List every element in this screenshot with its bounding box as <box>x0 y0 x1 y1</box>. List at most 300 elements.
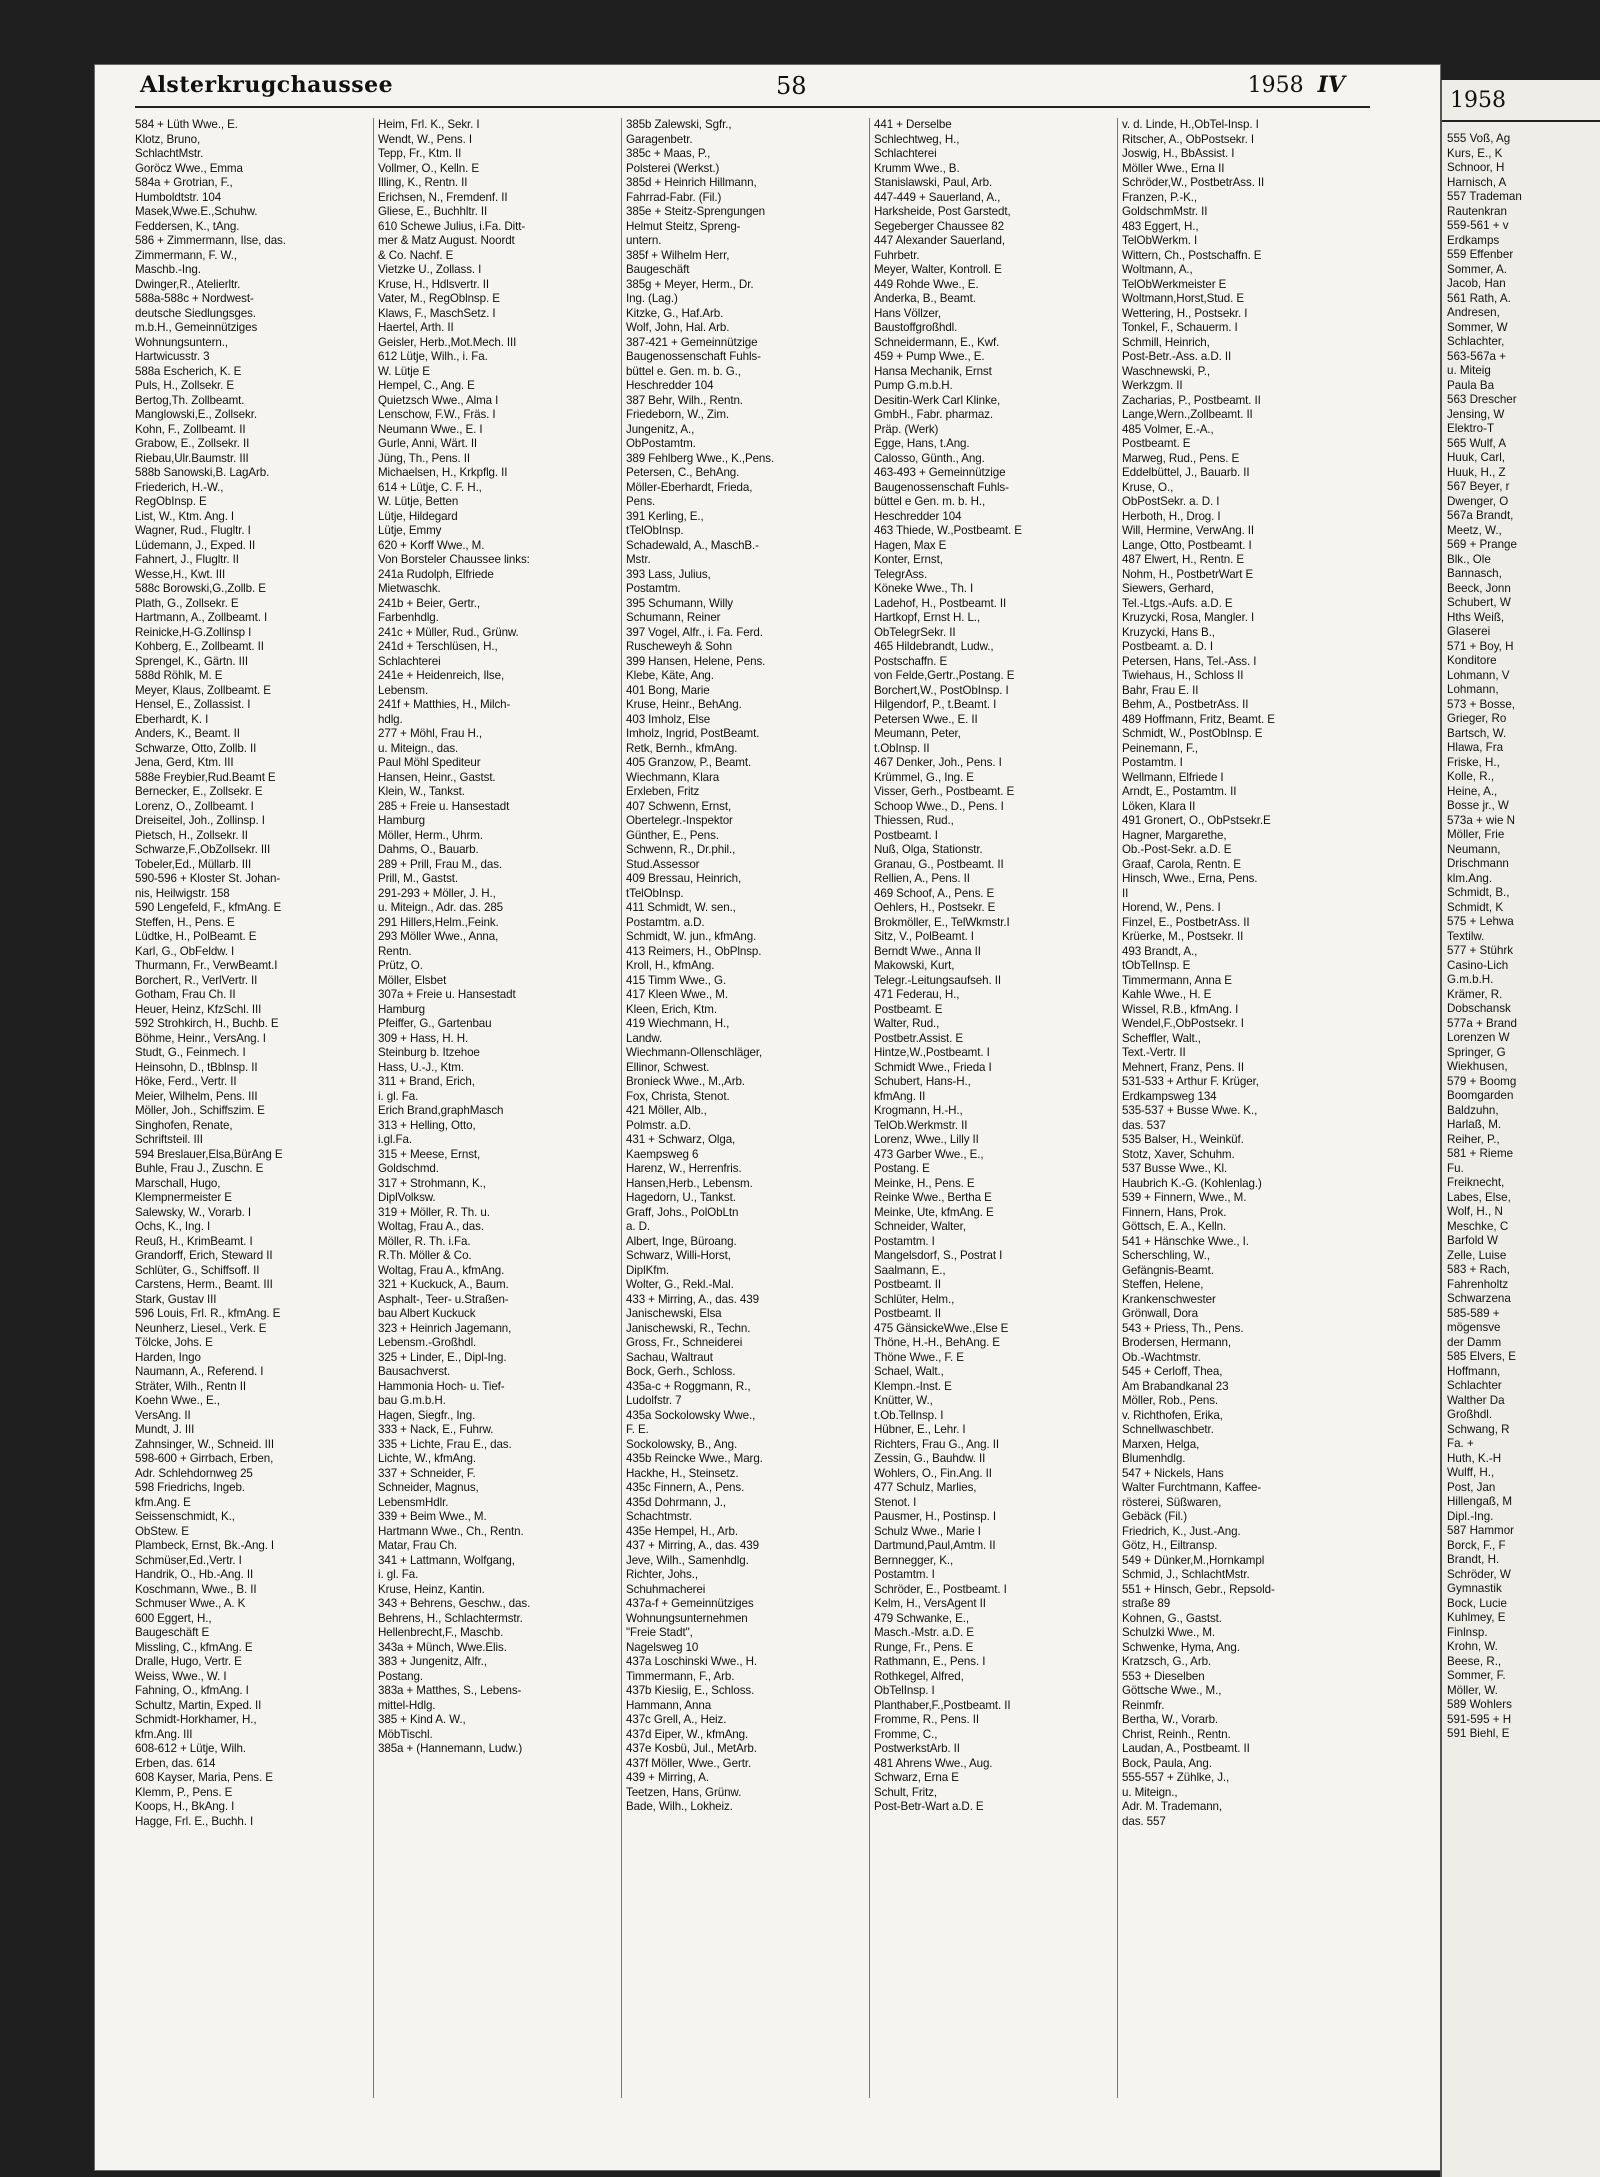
directory-entry: Zahnsinger, W., Schneid. III <box>135 1437 274 1451</box>
directory-entry: 401 Bong, Marie <box>626 683 710 697</box>
directory-entry: Kruse, Heinz, Kantin. <box>378 1582 485 1596</box>
directory-entry: ObPostamtm. <box>626 437 696 450</box>
adjacent-entry: 557 Trademan <box>1447 190 1522 203</box>
directory-entry: Stud.Assessor <box>626 857 700 871</box>
directory-entry: Kruzycki, Hans B., <box>1122 625 1215 639</box>
directory-entry: Pfeiffer, G., Gartenbau <box>378 1017 492 1030</box>
adjacent-entry: Gymnastik <box>1447 1582 1502 1595</box>
directory-entry: Will, Hermine, VerwAng. II <box>1122 524 1255 537</box>
adjacent-entry: Bartsch, W. <box>1447 726 1507 740</box>
directory-entry: Franzen, P.-K., <box>1122 190 1197 204</box>
directory-entry: Krumm Wwe., B. <box>874 161 960 175</box>
directory-entry: Hilgendorf, P., t.Beamt. I <box>874 698 997 711</box>
directory-entry: LebensmHdlr. <box>378 1495 449 1509</box>
directory-entry: Bernnegger, K., <box>874 1553 954 1567</box>
directory-entry: Behm, A., PostbetrAss. II <box>1122 698 1249 711</box>
directory-entry: 417 Kleen Wwe., M. <box>626 988 728 1001</box>
directory-entry: ObTelInsp. I <box>874 1684 935 1697</box>
directory-entry: 584 + Lüth Wwe., E. <box>135 118 238 131</box>
directory-entry: deutsche Siedlungsges. <box>135 306 256 320</box>
directory-entry: Woltag, Frau A., das. <box>378 1220 484 1233</box>
directory-entry: Harden, Ingo <box>135 1350 201 1364</box>
adjacent-entry: Fu. <box>1447 1161 1464 1175</box>
directory-entry: Hartkopf, Ernst H. L., <box>874 611 981 624</box>
directory-entry: Klebe, Käte, Ang. <box>626 669 714 682</box>
directory-entry: 325 + Linder, E., Dipl-Ing. <box>378 1350 507 1364</box>
directory-entry: Lorenz, O., Zollbeamt. I <box>135 799 254 813</box>
directory-entry: 337 + Schneider, F. <box>378 1466 476 1480</box>
directory-entry: 385g + Meyer, Herm., Dr. <box>626 277 754 291</box>
adjacent-entry: Krohn, W. <box>1447 1640 1498 1653</box>
directory-entry: Postbeamt. II <box>874 1307 942 1320</box>
directory-entry: Neunherz, Liesel., Verk. E <box>135 1321 267 1335</box>
directory-entry: Koehn Wwe., E., <box>135 1394 220 1407</box>
directory-entry: Lüdemann, J., Exped. II <box>135 538 256 552</box>
directory-entry: Möller, Joh., Schiffszim. E <box>135 1104 265 1117</box>
directory-entry: Möller, Elsbet <box>378 973 447 987</box>
year: 1958 <box>1247 73 1304 98</box>
directory-entry: Klaws, F., MaschSetz. I <box>378 306 496 320</box>
directory-entry: Postamtm. a.D. <box>626 915 705 929</box>
directory-entry: Konter, Ernst, <box>874 553 943 566</box>
adjacent-entry: Wiekhusen, <box>1447 1060 1508 1073</box>
directory-entry: Möller Wwe., Erna II <box>1122 161 1225 175</box>
directory-entry: ObStew. E <box>135 1524 189 1538</box>
adjacent-entry: Konditore <box>1447 654 1497 667</box>
directory-entry: Schwarz, Erna E <box>874 1771 959 1784</box>
directory-entry: Heim, Frl. K., Sekr. I <box>378 118 480 131</box>
directory-entry: Text.-Vertr. II <box>1122 1046 1186 1059</box>
directory-entry: 317 + Strohmann, K., <box>378 1176 486 1190</box>
adjacent-entry: Beeck, Jonn <box>1447 581 1511 595</box>
directory-entry: II <box>1122 886 1129 900</box>
directory-entry: Friederich, H.-W., <box>135 480 224 494</box>
directory-entry: Baugenossenschaft Fuhls- <box>626 350 761 363</box>
directory-entry: 608 Kayser, Maria, Pens. E <box>135 1771 273 1784</box>
directory-entry: Tel.-Ltgs.-Aufs. a.D. E <box>1122 596 1233 610</box>
directory-entry: Woltag, Frau A., kfmAng. <box>378 1263 505 1277</box>
directory-entry: Studt, G., Feinmech. I <box>135 1046 246 1059</box>
adjacent-entry: Jensing, W <box>1447 407 1505 421</box>
directory-entry: untern. <box>626 234 662 247</box>
adjacent-entry: Schnoor, H <box>1447 161 1505 174</box>
directory-entry: Sprengel, K., Gärtn. III <box>135 654 248 668</box>
directory-entry: Schadewald, A., MaschB.- <box>626 538 759 552</box>
directory-entry: Wellmann, Elfriede I <box>1122 770 1224 784</box>
directory-entry: 471 Federau, H., <box>874 988 960 1001</box>
directory-entry: Friedeborn, W., Zim. <box>626 408 730 421</box>
directory-entry: Postamtm. I <box>1122 756 1183 769</box>
directory-entry: t.Ob.Tellnsp. I <box>874 1408 944 1422</box>
directory-entry: 475 GänsickeWwe.,Else E <box>874 1321 1009 1335</box>
part-number: IV <box>1317 72 1345 98</box>
directory-entry: Erich Brand,graphMasch <box>378 1104 504 1117</box>
adjacent-entry: Schmidt, K <box>1447 900 1504 914</box>
directory-entry: Plambeck, Ernst, Bk.-Ang. I <box>135 1539 275 1552</box>
directory-entry: Stenot. I <box>874 1495 917 1509</box>
directory-entry: Puls, H., Zollsekr. E <box>135 379 235 392</box>
adjacent-entry: Harlaß, M. <box>1447 1118 1502 1131</box>
adjacent-entry: 565 Wulf, A <box>1447 436 1507 450</box>
directory-entry: 555-557 + Zühlke, J., <box>1122 1771 1230 1784</box>
directory-entry: Lebensm.-Großhdl. <box>378 1336 477 1349</box>
directory-entry: 307a + Freie u. Hansestadt <box>378 988 516 1001</box>
directory-entry: Schultz, Martin, Exped. II <box>135 1698 262 1712</box>
directory-entry: 405 Granzow, P., Beamt. <box>626 756 752 769</box>
directory-entry: Schröder,W., PostbetrAss. II <box>1122 176 1265 189</box>
directory-entry: Götz, H., Eiltransp. <box>1122 1539 1218 1552</box>
directory-entry: Reuß, H., KrimBeamt. I <box>135 1234 253 1248</box>
directory-entry: Richters, Frau G., Ang. II <box>874 1437 999 1451</box>
directory-entry: 588d Röhlk, M. E <box>135 669 223 682</box>
directory-entry: Runge, Fr., Pens. E <box>874 1640 974 1654</box>
directory-entry: 437b Kiesiig, E., Schloss. <box>626 1684 755 1697</box>
directory-entry: Thöne Wwe., F. E <box>874 1350 964 1364</box>
directory-entry: TelegrAss. <box>874 567 928 581</box>
directory-entry: Postbetr.Assist. E <box>874 1031 964 1045</box>
directory-entry: Grabow, E., Zollsekr. II <box>135 437 250 450</box>
directory-entry: 397 Vogel, Alfr., i. Fa. Ferd. <box>626 625 763 639</box>
adjacent-entry: Heine, A., <box>1447 784 1498 798</box>
directory-entry: Schmill, Heinrich, <box>1122 335 1210 349</box>
adjacent-entry: 591 Biehl, E <box>1447 1727 1510 1740</box>
adjacent-entry: Borck, F., F <box>1447 1538 1506 1552</box>
directory-entry: 439 + Mirring, A. <box>626 1771 710 1784</box>
directory-entry: Buhle, Frau J., Zuschn. E <box>135 1162 264 1175</box>
directory-entry: 441 + Derselbe <box>874 118 952 131</box>
directory-entry: Schneider, Walter, <box>874 1220 966 1233</box>
directory-entry: Pump G.m.b.H. <box>874 379 953 392</box>
directory-entry: Michaelsen, H., Krkpflg. II <box>378 466 508 479</box>
directory-entry: Helmut Steitz, Spreng- <box>626 219 741 233</box>
directory-entry: tObTelInsp. E <box>1122 959 1191 972</box>
directory-entry: Schmüser,Ed.,Vertr. I <box>135 1553 242 1567</box>
directory-entry: 435e Hempel, H., Arb. <box>626 1524 738 1538</box>
directory-entry: Hamburg <box>378 1002 425 1016</box>
directory-entry: Hammonia Hoch- u. Tief- <box>378 1379 505 1393</box>
directory-entry: Schmidt Wwe., Frieda I <box>874 1060 992 1074</box>
directory-entry: Hensel, E., Zollassist. I <box>135 698 251 711</box>
directory-entry: 343a + Münch, Wwe.Elis. <box>378 1640 507 1654</box>
directory-entry: bau G.m.b.H. <box>378 1394 446 1407</box>
directory-entry: Woltmann, A., <box>1122 263 1193 276</box>
directory-entry: 586 + Zimmermann, Ilse, das. <box>135 234 286 247</box>
directory-entry: TelObWerkmeister E <box>1122 277 1227 291</box>
directory-entry: Hempel, C., Ang. E <box>378 379 475 392</box>
directory-entry: Granau, G., Postbeamt. II <box>874 857 1004 871</box>
directory-entry: Riebau,Ulr.Baumstr. III <box>135 451 249 465</box>
directory-entry: Koops, H., BkAng. I <box>135 1800 235 1813</box>
directory-entry: Wendt, W., Pens. I <box>378 132 472 146</box>
adjacent-entry: Dobschansk <box>1447 1002 1511 1015</box>
directory-entry: Schuhmacherei <box>626 1582 706 1596</box>
directory-entry: Gross, Fr., Schneiderei <box>626 1336 743 1349</box>
directory-entry: Ob.-Post-Sekr. a.D. E <box>1122 843 1232 856</box>
directory-entry: 614 + Lütje, C. F. H., <box>378 480 482 494</box>
directory-entry: Vollmer, O., Kelln. E <box>378 161 479 175</box>
directory-entry: Hamburg <box>378 814 425 827</box>
directory-entry: Wolter, G., Rekl.-Mal. <box>626 1278 734 1291</box>
directory-entry: Telegr.-Leitungsaufseh. II <box>874 973 1001 987</box>
directory-entry: Sachau, Waltraut <box>626 1350 713 1364</box>
directory-entry: Reinke Wwe., Bertha E <box>874 1191 992 1204</box>
directory-entry: Bausachverst. <box>378 1365 451 1378</box>
directory-entry: Kitzke, G., Haf.Arb. <box>626 306 724 320</box>
adjacent-entry: Fa. + <box>1447 1437 1474 1450</box>
directory-columns <box>135 118 1375 2098</box>
directory-entry: 435a Sockolowsky Wwe., <box>626 1408 756 1422</box>
directory-entry: 535-537 + Busse Wwe. K., <box>1122 1104 1258 1117</box>
directory-entry: Postamtm. I <box>874 1568 935 1581</box>
directory-entry: Hass, U.-J., Ktm. <box>378 1060 464 1074</box>
adjacent-entry: 579 + Boomg <box>1447 1074 1517 1088</box>
directory-entry: Postang. E <box>874 1162 930 1175</box>
directory-entry: Timmermann, F., Arb. <box>626 1669 735 1683</box>
directory-entry: 590 Lengefeld, F., kfmAng. E <box>135 901 282 914</box>
directory-entry: m.b.H., Gemeinnütziges <box>135 321 258 334</box>
directory-entry: Haertel, Arth. II <box>378 321 454 334</box>
adjacent-entry: Huuk, Carl, <box>1447 451 1505 464</box>
directory-entry: ObPostSekr. a. D. I <box>1122 495 1220 508</box>
directory-entry: 391 Kerling, E., <box>626 509 704 523</box>
directory-entry: Thurmann, Fr., VerwBeamt.I <box>135 959 278 972</box>
adjacent-entry: 559 Effenber <box>1447 248 1514 261</box>
directory-entry: 594 Breslauer,Elsa,BürAng E <box>135 1147 283 1161</box>
adjacent-entry: Andresen, <box>1447 306 1500 319</box>
directory-entry: 531-533 + Arthur F. Krüger, <box>1122 1075 1259 1088</box>
directory-entry: Schlechtweg, H., <box>874 132 960 146</box>
directory-entry: Walter, Rud., <box>874 1017 940 1030</box>
directory-entry: Heuer, Heinz, KfzSchl. III <box>135 1002 262 1016</box>
directory-entry: hdlg. <box>378 712 403 726</box>
directory-entry: Lorenz, Wwe., Lilly II <box>874 1133 979 1146</box>
directory-entry: Schlüter, Helm., <box>874 1292 955 1306</box>
adjacent-entry: klm.Ang. <box>1447 871 1493 885</box>
directory-entry: Jeve, Wilh., Samenhdlg. <box>626 1553 749 1567</box>
directory-entry: tTelObInsp. <box>626 524 684 537</box>
directory-entry: Baugeschäft <box>626 263 690 276</box>
directory-entry: Baugenossenschaft Fuhls- <box>874 480 1009 494</box>
directory-entry: Steffen, H., Pens. E <box>135 915 235 929</box>
directory-entry: Reinmfr. <box>1122 1698 1165 1712</box>
directory-entry: Maschb.-Ing. <box>135 263 201 276</box>
adjacent-entry: 561 Rath, A. <box>1447 291 1511 305</box>
adjacent-entry: Wolf, H., N <box>1447 1205 1503 1218</box>
directory-entry: 291-293 + Möller, J. H., <box>378 886 496 900</box>
adjacent-page <box>1440 80 1600 2177</box>
directory-entry: TelObWerkm. I <box>1122 234 1198 247</box>
directory-entry: Dwinger,R., Atelierltr. <box>135 277 241 291</box>
directory-entry: 590-596 + Kloster St. Johan- <box>135 872 281 885</box>
directory-entry: 600 Eggert, H., <box>135 1611 212 1625</box>
directory-entry: Bade, Wilh., Lokheiz. <box>626 1800 733 1813</box>
directory-entry: Hansen, Heinr., Gastst. <box>378 770 496 784</box>
directory-entry: kfm.Ang. III <box>135 1727 193 1741</box>
adjacent-entry: Harnisch, A <box>1447 175 1507 189</box>
directory-entry: Prill, M., Gastst. <box>378 872 459 885</box>
adjacent-entry: Kolle, R., <box>1447 770 1495 783</box>
directory-entry: Imholz, Ingrid, PostBeamt. <box>626 727 760 740</box>
directory-entry: 419 Wiechmann, H., <box>626 1017 730 1030</box>
directory-entry: Schael, Walt., <box>874 1365 944 1378</box>
directory-entry: Woltmann,Horst,Stud. E <box>1122 292 1244 305</box>
directory-entry: 588e Freybier,Rud.Beamt E <box>135 770 276 784</box>
adjacent-entry: Wulff, H., <box>1447 1466 1495 1479</box>
directory-entry: Neumann Wwe., E. I <box>378 422 483 436</box>
directory-entry: Vietzke U., Zollass. I <box>378 263 482 276</box>
directory-entry: Lebensm. <box>378 683 429 697</box>
adjacent-entry: 583 + Rach, <box>1447 1263 1510 1276</box>
directory-entry: 395 Schumann, Willy <box>626 596 734 610</box>
adjacent-entry: Paula Ba <box>1447 378 1495 392</box>
directory-entry: 437c Grell, A., Heiz. <box>626 1713 727 1726</box>
directory-entry: Göttsch, E. A., Kelln. <box>1122 1220 1227 1233</box>
directory-entry: Schumann, Reiner <box>626 611 721 624</box>
directory-entry: Schmidt, W. jun., kfmAng. <box>626 930 757 943</box>
directory-entry: 409 Bressau, Heinrich, <box>626 872 742 885</box>
directory-entry: Teetzen, Hans, Grünw. <box>626 1785 742 1799</box>
directory-entry: Hagedorn, U., Tankst. <box>626 1191 736 1204</box>
adjacent-entry: Schlachter <box>1447 1379 1502 1392</box>
column-3 <box>621 118 858 2098</box>
directory-entry: 545 + Cerloff, Thea, <box>1122 1365 1223 1378</box>
directory-entry: Masek,Wwe.E.,Schuhw. <box>135 205 258 218</box>
directory-entry: Desitin-Werk Carl Klinke, <box>874 393 1001 407</box>
directory-entry: Bock, Gerh., Schloss. <box>626 1365 736 1378</box>
header-rule <box>135 106 1370 108</box>
directory-entry: Lütje, Hildegard <box>378 509 458 523</box>
adjacent-entry: 577 + Stührk <box>1447 944 1514 957</box>
directory-entry: Dahms, O., Bauarb. <box>378 843 479 856</box>
directory-entry: "Freie Stadt", <box>626 1626 693 1639</box>
directory-entry: 319 + Möller, R. Th. u. <box>378 1205 490 1219</box>
directory-entry: Präp. (Werk) <box>874 422 939 436</box>
directory-entry: Farbenhdlg. <box>378 611 439 624</box>
directory-entry: das. 557 <box>1122 1814 1166 1828</box>
directory-entry: Bronieck Wwe., M.,Arb. <box>626 1075 745 1088</box>
directory-entry: Ob.-Wachtmstr. <box>1122 1350 1201 1364</box>
directory-entry: Marschall, Hugo, <box>135 1176 221 1190</box>
adjacent-entry: Huth, K.-H <box>1447 1451 1502 1465</box>
directory-entry: Retk, Bernh., kfmAng. <box>626 741 738 755</box>
directory-entry: 433 + Mirring, A., das. 439 <box>626 1292 759 1306</box>
directory-entry: Erxleben, Fritz <box>626 785 700 798</box>
adjacent-entry: Bock, Lucie <box>1447 1596 1507 1610</box>
directory-entry: Kratzsch, G., Arb. <box>1122 1655 1212 1668</box>
directory-entry: Klempn.-Inst. E <box>874 1379 952 1393</box>
adjacent-entry: Lohmann, V <box>1447 668 1510 682</box>
directory-entry: Makowski, Kurt, <box>874 959 955 972</box>
directory-entry: Berndt Wwe., Anna II <box>874 944 981 958</box>
directory-entry: Masch.-Mstr. a.D. E <box>874 1626 974 1639</box>
adjacent-entry: 573 + Bosse, <box>1447 697 1516 711</box>
directory-entry: 241f + Matthies, H., Milch- <box>378 698 511 711</box>
directory-entry: Ruscheweyh & Sohn <box>626 640 732 653</box>
directory-entry: Schwarze, Otto, Zollb. II <box>135 741 257 755</box>
directory-entry: 535 Balser, H., Weinküf. <box>1122 1133 1244 1146</box>
directory-entry: Thiessen, Rud., <box>874 814 954 827</box>
directory-entry: Finnern, Hans, Prok. <box>1122 1205 1227 1219</box>
directory-entry: Rathmann, E., Pens. I <box>874 1655 986 1668</box>
adjacent-entry: Hths Weiß, <box>1447 610 1505 624</box>
directory-entry: Schwarze,F.,ObZollsekr. III <box>135 843 271 856</box>
directory-entry: Goldschmd. <box>378 1162 439 1175</box>
adjacent-entry: 573a + wie N <box>1447 813 1515 827</box>
directory-entry: Fahning, O., kfmAng. I <box>135 1684 249 1697</box>
directory-entry: Postang. <box>378 1669 423 1683</box>
directory-entry: Nohm, H., PostbetrWart E <box>1122 567 1254 581</box>
directory-entry: 612 Lütje, Wilh., i. Fa. <box>378 350 488 363</box>
directory-entry: 489 Hoffmann, Fritz, Beamt. E <box>1122 712 1275 726</box>
directory-entry: 311 + Brand, Erich, <box>378 1075 475 1088</box>
directory-entry: 483 Eggert, H., <box>1122 219 1199 233</box>
directory-entry: Hans Völlzer, <box>874 306 942 320</box>
directory-entry: Kohn, F., Zollbeamt. II <box>135 422 246 436</box>
directory-entry: Weiss, Wwe., W. I <box>135 1669 227 1683</box>
directory-entry: Stotz, Xaver, Schuhm. <box>1122 1147 1235 1161</box>
directory-entry: Visser, Gerh., Postbeamt. E <box>874 785 1015 798</box>
directory-entry: Postbeamt. E <box>1122 437 1191 450</box>
directory-entry: 493 Brandt, A., <box>1122 944 1198 958</box>
directory-entry: Graaf, Carola, Rentn. E <box>1122 857 1241 871</box>
directory-entry: Gefängnis-Beamt. <box>1122 1263 1214 1277</box>
directory-entry: Polsterei (Werkst.) <box>626 161 720 175</box>
directory-entry: 285 + Freie u. Hansestadt <box>378 799 510 813</box>
directory-entry: Humboldtstr. 104 <box>135 190 222 204</box>
directory-entry: Schwenke, Hyma, Ang. <box>1122 1640 1240 1654</box>
adjacent-entry: Beese, R., <box>1447 1654 1502 1668</box>
directory-entry: Schneidermann, E., Kwf. <box>874 335 1000 349</box>
directory-entry: Quietzsch Wwe., Alma I <box>378 393 499 407</box>
directory-entry: tTelObInsp. <box>626 886 684 900</box>
directory-entry: 403 Imholz, Else <box>626 712 711 726</box>
directory-entry: Rothkegel, Alfred, <box>874 1669 964 1683</box>
directory-entry: u. Miteign., Adr. das. 285 <box>378 901 504 914</box>
adjacent-entry: Meetz, W., <box>1447 523 1502 537</box>
directory-entry: 385d + Heinrich Hillmann, <box>626 176 757 189</box>
directory-entry: Möller-Eberhardt, Frieda, <box>626 480 753 494</box>
directory-entry: W. Lütje, Betten <box>378 495 459 508</box>
directory-entry: Singhofen, Renate, <box>135 1118 233 1132</box>
directory-entry: Schröder, E., Postbeamt. I <box>874 1582 1007 1596</box>
adjacent-entry: Dwenger, O <box>1447 494 1509 508</box>
directory-entry: i. gl. Fa. <box>378 1089 419 1103</box>
directory-entry: Janischewski, R., Techn. <box>626 1321 751 1335</box>
adjacent-entry: Schubert, W <box>1447 596 1511 609</box>
directory-entry: Wohnungsuntern., <box>135 335 228 349</box>
directory-entry: Brodersen, Hermann, <box>1122 1336 1231 1349</box>
directory-entry: 437e Kosbü, Jul., MetArb. <box>626 1742 757 1755</box>
directory-entry: 481 Ahrens Wwe., Aug. <box>874 1756 993 1770</box>
directory-entry: 383 + Jungenitz, Alfr., <box>378 1655 487 1668</box>
directory-entry: Hartmann Wwe., Ch., Rentn. <box>378 1524 524 1538</box>
directory-entry: Brokmöller, E., TelWkmstr.I <box>874 915 1010 929</box>
directory-entry: 584a + Grotrian, F., <box>135 176 233 189</box>
directory-entry: Finzel, E., PostbetrAss. II <box>1122 915 1250 929</box>
directory-entry: Illing, K., Rentn. II <box>378 176 468 189</box>
directory-entry: DiplKfm. <box>626 1263 670 1277</box>
directory-entry: Twiehaus, H., Schloss II <box>1122 669 1244 682</box>
directory-entry: Höke, Ferd., Vertr. II <box>135 1075 237 1088</box>
directory-entry: Meinke, Ute, kfmAng. E <box>874 1205 994 1219</box>
adjacent-entry: Glaserei <box>1447 625 1491 638</box>
directory-entry: Schlüter, G., Schiffsoff. II <box>135 1263 260 1277</box>
adjacent-entry: Rautenkran <box>1447 204 1507 218</box>
column-5 <box>1117 118 1362 2098</box>
directory-entry: Lüdtke, H., PolBeamt. E <box>135 930 257 943</box>
directory-entry: Wohnungsunternehmen <box>626 1611 748 1625</box>
directory-entry: Geisler, Herb.,Mot.Mech. III <box>378 335 517 349</box>
